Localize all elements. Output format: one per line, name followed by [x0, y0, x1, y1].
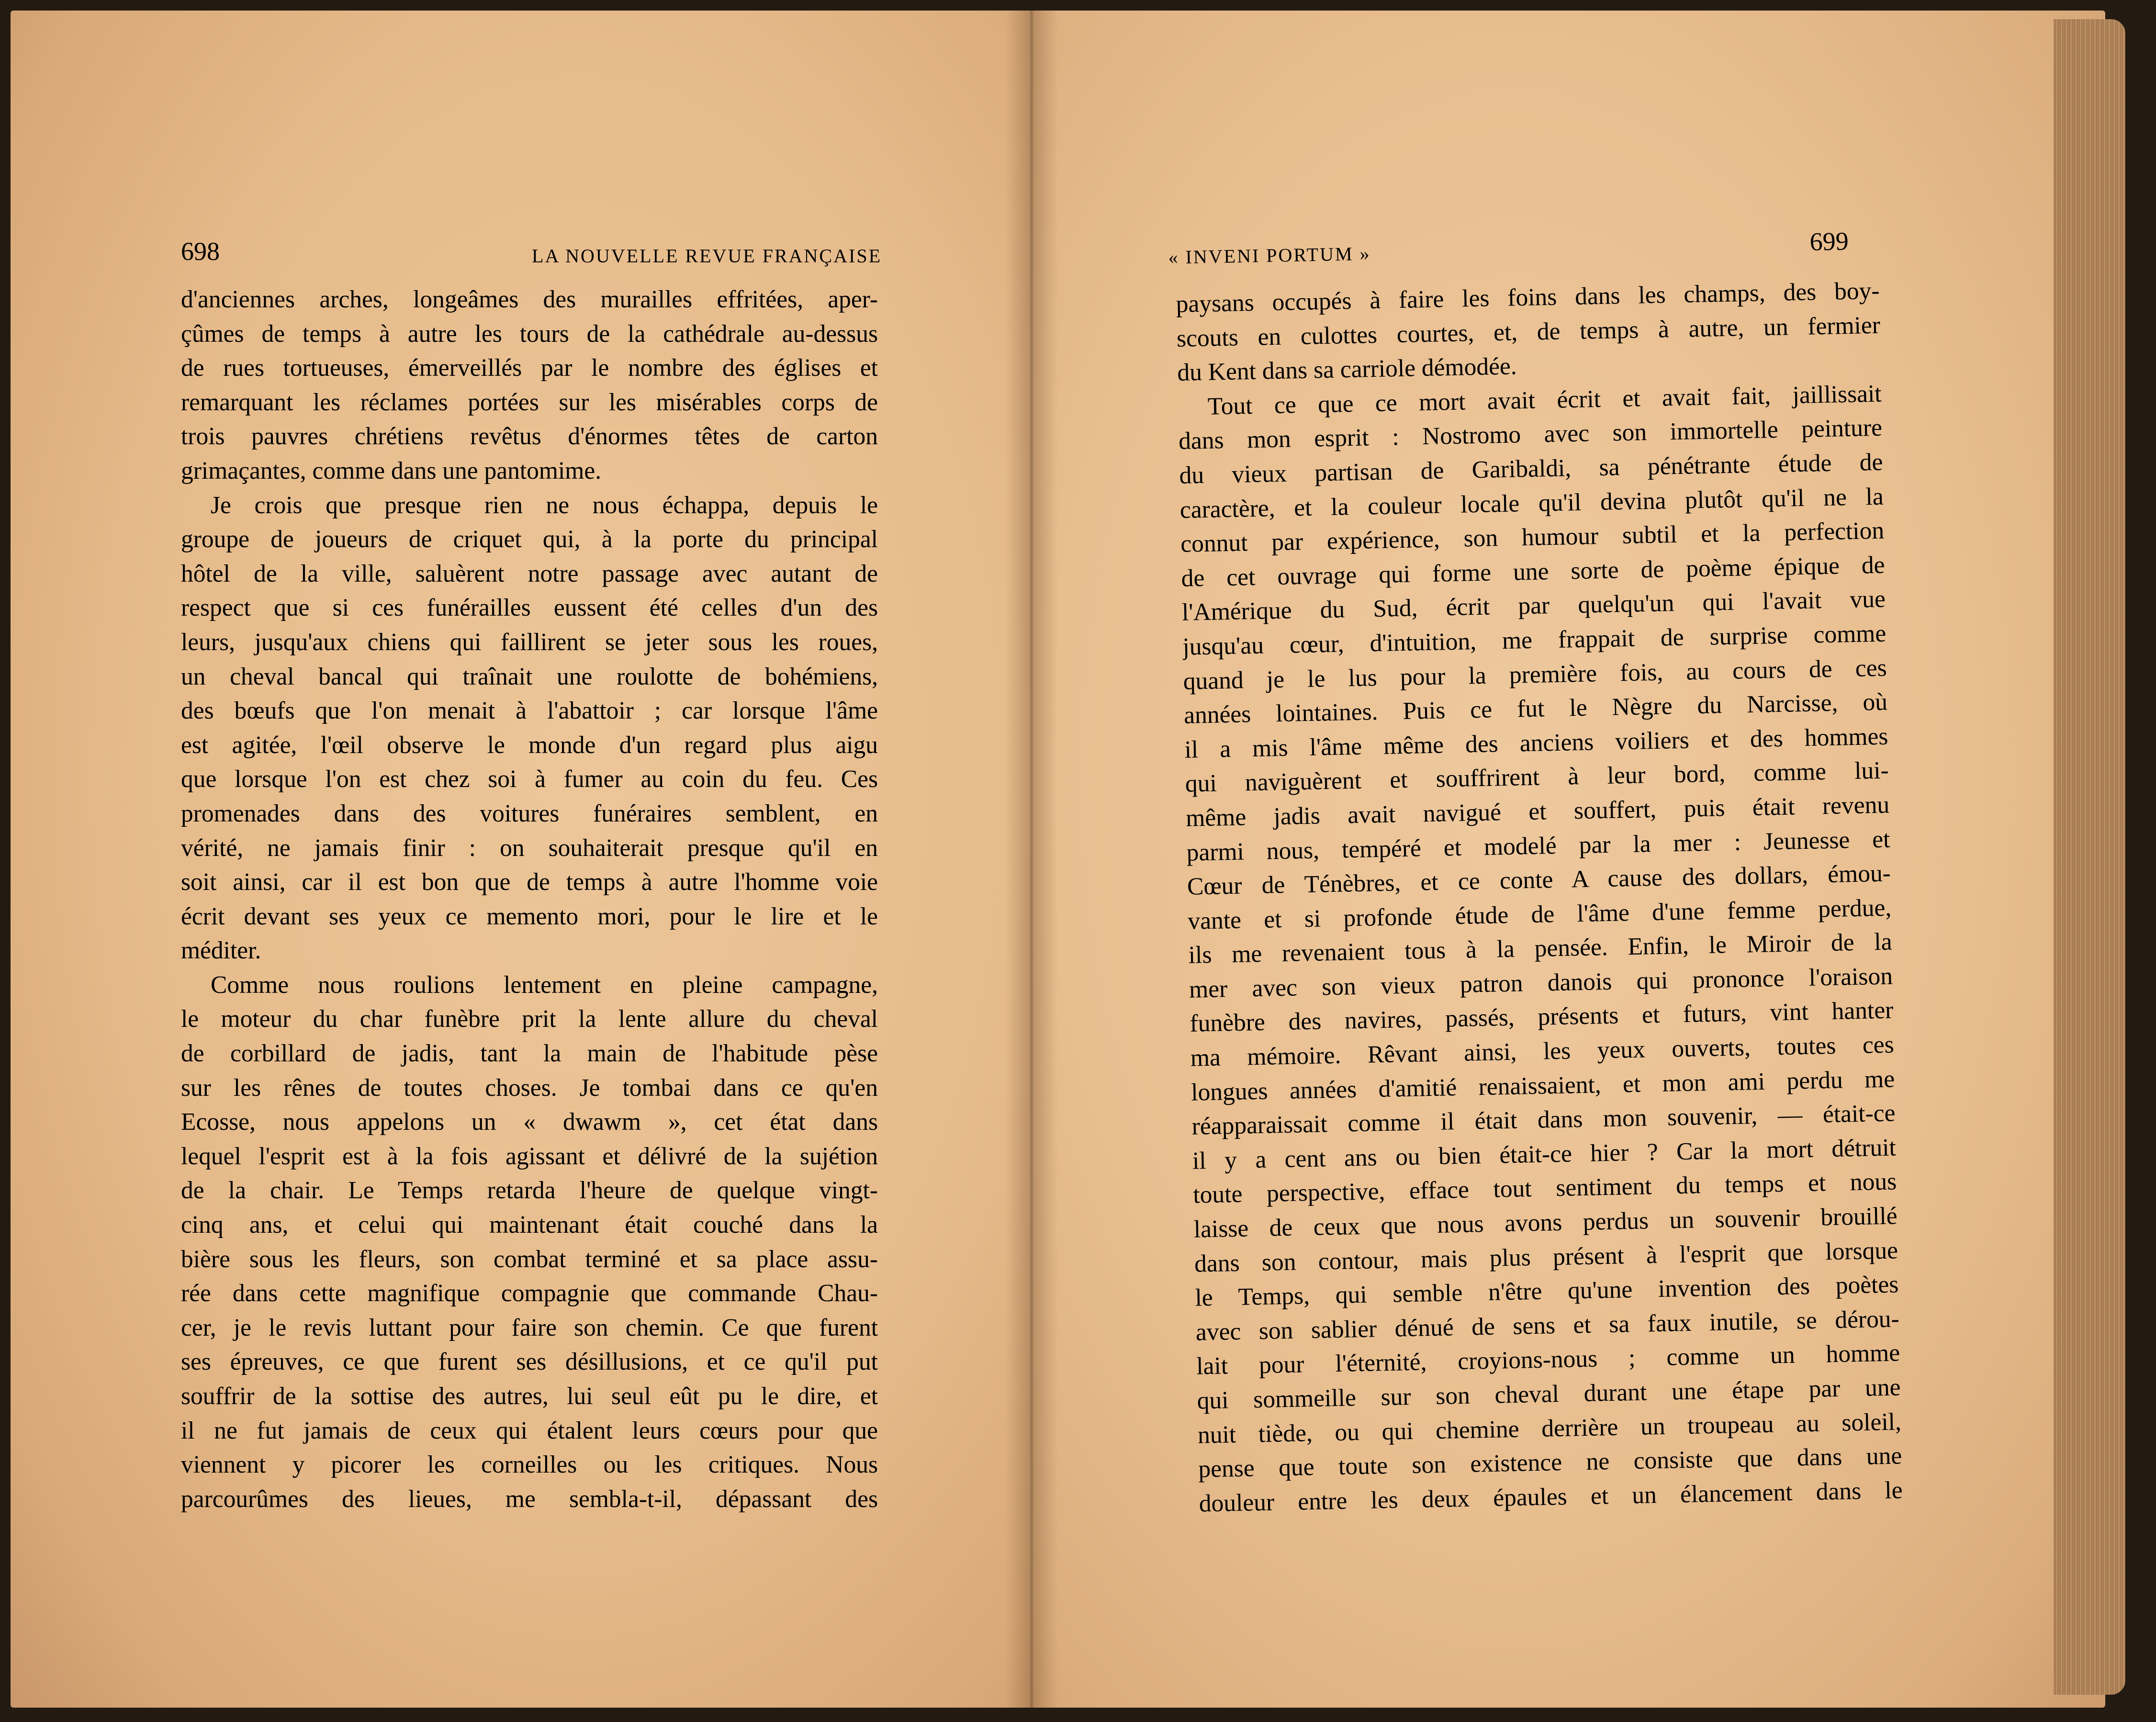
text-line: le Temps, qui semble n'être qu'une invention des poètes	[1194, 1271, 1899, 1312]
text-line: mer avec son vieux patron danois qui prononce l'oraison	[1189, 962, 1893, 1003]
left-page-number: 698	[181, 237, 220, 266]
text-line: un cheval bancal qui traînait une roulotte de bohémiens,	[181, 663, 878, 690]
text-line: ma mémoire. Rêvant ainsi, les yeux ouverts, toutes ces	[1190, 1031, 1895, 1072]
text-line: avec son sablier dénué de sens et sa faux inutile, se dérou-	[1195, 1305, 1900, 1346]
text-line: Comme nous roulions lentement en pleine campagne,	[211, 971, 878, 999]
text-line: respect que si ces funérailles eussent été celles d'un des	[181, 594, 878, 622]
text-line: il a mis l'âme même des anciens voiliers et des hommes	[1184, 722, 1888, 764]
left-running-head: LA NOUVELLE REVUE FRANÇAISE	[532, 245, 882, 267]
text-line: vante et si profonde étude de l'âme d'une femme perdue,	[1187, 894, 1892, 935]
text-line: remarquant les réclames portées sur les misérables corps de	[181, 388, 878, 416]
book-gutter	[1005, 11, 1058, 1708]
text-line: de la chair. Le Temps retarda l'heure de quelque vingt-	[181, 1177, 878, 1204]
text-line: il y a cent ans ou bien était-ce hier ? Car la mort détruit	[1192, 1134, 1897, 1175]
text-line: pense que toute son existence ne consiste que dans une	[1198, 1442, 1902, 1483]
text-line: réapparaissait comme il était dans mon souvenir, — était-ce	[1191, 1099, 1896, 1140]
text-line: parmi nous, tempéré et modelé par la mer : Jeunesse et	[1186, 825, 1890, 867]
text-line: promenades dans des voitures funéraires semblent, en	[181, 799, 878, 827]
text-line: çûmes de temps à autre les tours de la cathédrale au-dessus	[181, 320, 878, 348]
right-page-number: 699	[1809, 226, 1849, 256]
text-line: des bœufs que l'on menait à l'abattoir ; car lorsque l'âme	[181, 697, 878, 725]
text-line: bière sous les fleurs, son combat terminé et sa place assu-	[181, 1245, 878, 1273]
text-line: d'anciennes arches, longeâmes des murailles effritées, aper-	[181, 286, 878, 313]
text-line: lequel l'esprit est à la fois agissant et délivré de la sujétion	[181, 1142, 878, 1170]
text-line: du Kent dans sa carriole démodée.	[1177, 352, 1517, 387]
text-line: hôtel de la ville, saluèrent notre passage avec autant de	[181, 560, 878, 587]
text-line: écrit devant ses yeux ce memento mori, pour le lire et le	[181, 902, 878, 930]
text-line: est agitée, l'œil observe le monde d'un regard plus aigu	[181, 731, 878, 759]
text-line: scouts en culottes courtes, et, de temps à autre, un fermier	[1176, 311, 1881, 352]
text-line: Tout ce que ce mort avait écrit et avait fait, jaillissait	[1207, 380, 1882, 420]
text-line: douleur entre les deux épaules et un élancement dans le	[1199, 1476, 1903, 1518]
text-line: Je crois que presque rien ne nous échappa, depuis le	[211, 491, 878, 519]
text-line: jusqu'au cœur, d'intuition, me frappait de surprise comme	[1182, 619, 1886, 661]
text-line: qui sommeille sur son cheval durant une étape par une	[1197, 1373, 1901, 1415]
text-line: ses épreuves, ce que furent ses désillusions, et ce qu'il put	[181, 1348, 878, 1376]
text-line: viennent y picorer les corneilles ou les critiques. Nous	[181, 1451, 878, 1479]
text-line: grimaçantes, comme dans une pantomime.	[181, 457, 602, 484]
text-line: du vieux partisan de Garibaldi, sa pénétrante étude de	[1179, 448, 1883, 489]
text-line: dans mon esprit : Nostromo avec son immortelle peinture	[1178, 414, 1883, 455]
left-page-text	[181, 282, 878, 1516]
text-line: même jadis avait navigué et souffert, puis était revenu	[1185, 791, 1890, 832]
text-line: nuit tiède, ou qui chemine derrière un troupeau au soleil,	[1197, 1407, 1902, 1449]
text-line: quand je le lus pour la première fois, au cours de ces	[1183, 654, 1887, 695]
text-line: souffrir de la sottise des autres, lui seul eût pu le dire, et	[181, 1383, 878, 1410]
text-line: Cœur de Ténèbres, et ce conte A cause des dollars, émou-	[1187, 859, 1891, 900]
text-line: paysans occupés à faire les foins dans les champs, des boy-	[1176, 277, 1880, 318]
text-line: caractère, et la couleur locale qu'il devina plutôt qu'il ne la	[1179, 483, 1884, 524]
text-line: méditer.	[181, 937, 261, 965]
text-line: il ne fut jamais de ceux qui étalent leurs cœurs pour que	[181, 1417, 878, 1444]
text-line: parcourûmes des lieues, me sembla-t-il, dépassant des	[181, 1485, 878, 1513]
text-line: longues années d'amitié renaissaient, et mon ami perdu me	[1190, 1065, 1895, 1106]
text-line: toute perspective, efface tout sentiment du temps et nous	[1192, 1168, 1897, 1209]
text-line: Ecosse, nous appelons un « dwawm », cet état dans	[181, 1108, 878, 1136]
text-line: groupe de joueurs de criquet qui, à la porte du principal	[181, 526, 878, 553]
right-page-text	[1176, 274, 1903, 1521]
text-line: de corbillard de jadis, tant la main de l'habitude pèse	[181, 1040, 878, 1068]
text-line: sur les rênes de toutes choses. Je tombai dans ce qu'en	[181, 1074, 878, 1102]
text-line: cinq ans, et celui qui maintenant était couché dans la	[181, 1211, 878, 1239]
text-line: ils me revenaient tous à la pensée. Enfin, le Miroir de la	[1188, 928, 1893, 969]
text-line: dans son contour, mais plus présent à l'esprit que lorsque	[1194, 1237, 1898, 1278]
text-line: de rues tortueuses, émerveillés par le nombre des églises et	[181, 354, 878, 382]
text-line: que lorsque l'on est chez soi à fumer au coin du feu. Ces	[181, 765, 878, 793]
text-line: funèbre des navires, passés, présents et futurs, vint hanter	[1189, 996, 1894, 1038]
text-line: qui naviguèrent et souffrirent à leur bord, comme lui-	[1185, 756, 1889, 798]
text-line: trois pauvres chrétiens revêtus d'énormes têtes de carton	[181, 423, 878, 450]
text-line: cer, je le revis luttant pour faire son chemin. Ce que furent	[181, 1314, 878, 1341]
text-line: l'Amérique du Sud, écrit par quelqu'un qui l'avait vue	[1181, 585, 1886, 627]
text-line: le moteur du char funèbre prit la lente allure du cheval	[181, 1005, 878, 1033]
text-line: lait pour l'éternité, croyions-nous ; comme un homme	[1196, 1339, 1900, 1380]
text-line: laisse de ceux que nous avons perdus un souvenir brouillé	[1193, 1202, 1898, 1243]
text-line: leurs, jusqu'aux chiens qui faillirent se jeter sous les roues,	[181, 628, 878, 656]
text-line: vérité, ne jamais finir : on souhaiterait presque qu'il en	[181, 834, 878, 862]
text-line: de cet ouvrage qui forme une sorte de poème épique de	[1181, 551, 1885, 592]
text-line: connut par expérience, son humour subtil et la perfection	[1180, 517, 1885, 558]
text-line: rée dans cette magnifique compagnie que commande Chau-	[181, 1280, 878, 1307]
text-line: années lointaines. Puis ce fut le Nègre du Narcisse, où	[1183, 688, 1888, 729]
page-edges	[2054, 19, 2125, 1695]
text-line: soit ainsi, car il est bon que de temps à autre l'homme voie	[181, 868, 878, 896]
right-running-head: « INVENI PORTUM »	[1168, 242, 1371, 268]
